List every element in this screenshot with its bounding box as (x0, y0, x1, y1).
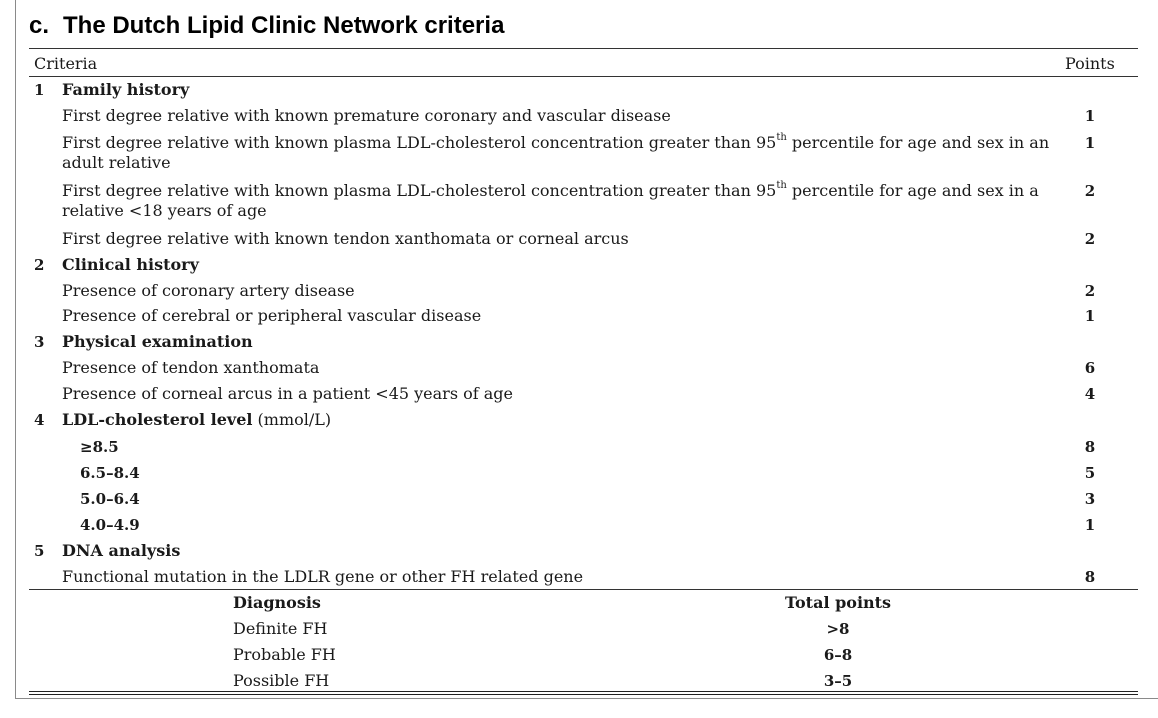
criteria-text: Functional mutation in the LDLR gene or other FH related gene (62, 567, 584, 586)
criteria-points: 8 (1084, 568, 1096, 586)
section-number: 3 (34, 333, 45, 351)
diagnosis-header (0, 593, 1158, 619)
diagnosis-points: >8 (826, 620, 850, 638)
criteria-text: First degree relative with known plasma LDL-cholesterol concentration greater than 95th percentile for age and sex in a relative <18 years of age (62, 179, 1039, 220)
section-title: Physical examination (62, 332, 253, 351)
diagnosis-label: Possible FH (233, 671, 330, 690)
header-criteria: Criteria (34, 54, 98, 73)
criteria-row (0, 106, 1158, 132)
criteria-text: Presence of corneal arcus in a patient <45 years of age (62, 384, 514, 403)
criteria-points: 3 (1084, 490, 1096, 508)
section-row (0, 80, 1158, 106)
diagnosis-header-label: Diagnosis (233, 593, 321, 612)
section-number: 2 (34, 256, 45, 274)
criteria-text: First degree relative with known premature coronary and vascular disease (62, 106, 671, 125)
criteria-row (0, 358, 1158, 384)
criteria-points: 4 (1084, 385, 1096, 403)
section-row (0, 255, 1158, 281)
section-title: LDL-cholesterol level (mmol/L) (62, 410, 332, 429)
criteria-row (0, 384, 1158, 410)
criteria-points: 2 (1084, 282, 1096, 300)
section-title: DNA analysis (62, 541, 181, 560)
criteria-points: 1 (1084, 134, 1096, 152)
criteria-text: 4.0–4.9 (80, 516, 140, 534)
page-title (29, 12, 504, 40)
diagnosis-points: 3–5 (823, 672, 853, 690)
diagnosis-label: Definite FH (233, 619, 328, 638)
bottom-rule (29, 691, 1138, 695)
diagnosis-label: Probable FH (233, 645, 336, 664)
criteria-row (0, 306, 1158, 332)
section-number: 5 (34, 542, 45, 560)
criteria-row (0, 437, 1158, 463)
criteria-row (0, 515, 1158, 541)
criteria-row (0, 229, 1158, 255)
section-title: Clinical history (62, 255, 199, 274)
section-number: 4 (34, 411, 45, 429)
criteria-points: 5 (1084, 464, 1096, 482)
criteria-text: 5.0–6.4 (80, 490, 140, 508)
criteria-text: 6.5–8.4 (80, 464, 140, 482)
criteria-row (0, 281, 1158, 307)
criteria-row (0, 463, 1158, 489)
top-rule (29, 48, 1138, 49)
criteria-points: 6 (1084, 359, 1096, 377)
criteria-text: ≥8.5 (80, 438, 119, 456)
diagnosis-rule (29, 589, 1138, 590)
criteria-text: Presence of tendon xanthomata (62, 358, 320, 377)
criteria-text: Presence of cerebral or peripheral vascular disease (62, 306, 482, 325)
diagnosis-row (0, 645, 1158, 671)
header-points: Points (1065, 54, 1115, 73)
criteria-points: 1 (1084, 107, 1096, 125)
title-text: The Dutch Lipid Clinic Network criteria (63, 12, 505, 39)
section-row (0, 410, 1158, 436)
criteria-points: 2 (1084, 182, 1096, 200)
diagnosis-header-total: Total points (784, 593, 892, 612)
title-letter: c. (29, 12, 50, 39)
criteria-text: First degree relative with known plasma LDL-cholesterol concentration greater than 95th percentile for age and sex in an adult relative (62, 131, 1050, 172)
section-row (0, 541, 1158, 567)
criteria-text: First degree relative with known tendon xanthomata or corneal arcus (62, 229, 629, 248)
criteria-points: 2 (1084, 230, 1096, 248)
header-rule (29, 76, 1138, 77)
criteria-points: 1 (1084, 516, 1096, 534)
criteria-row (0, 181, 1158, 229)
criteria-points: 1 (1084, 307, 1096, 325)
diagnosis-points: 6–8 (823, 646, 853, 664)
section-title: Family history (62, 80, 190, 99)
section-number: 1 (34, 81, 45, 99)
criteria-points: 8 (1084, 438, 1096, 456)
criteria-row (0, 489, 1158, 515)
criteria-row (0, 133, 1158, 181)
diagnosis-row (0, 619, 1158, 645)
section-row (0, 332, 1158, 358)
criteria-text: Presence of coronary artery disease (62, 281, 355, 300)
